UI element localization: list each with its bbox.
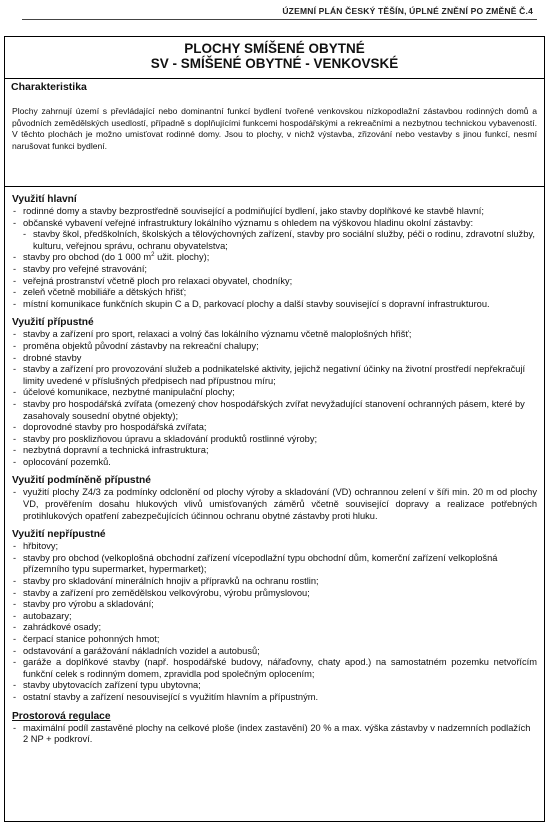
obchod-text: stavby pro obchod (do 1 000 m bbox=[23, 252, 152, 263]
list-item: - stavby pro hospodářská zvířata (omezený chov hospodářských zvířat nevyžadující stanovení ochranných pásem, které by zasahovaly sousední obytné objekty); bbox=[12, 399, 537, 422]
list-item: - stavby pro veřejné stravování; bbox=[12, 264, 537, 276]
section-heading-pripustne: Využití přípustné bbox=[12, 317, 94, 329]
superscript: 2 bbox=[151, 252, 155, 259]
list-item bbox=[12, 218, 537, 253]
header-rule bbox=[22, 19, 537, 20]
list-item: - oplocování pozemků. bbox=[12, 457, 537, 469]
characteristics-text: Plochy zahrnují území s převládající nebo dominantní funkcí bydlení tvořené venkovskou nízkopodlažní zástavbou rodinných domů a původních zemědělských usedlostí, případně s doplňujícími funkcemi hospodářskými a rekreačními a nezbytnou technickou vybaveností. V těchto plochách je možno umisťovat rodinné domy. Jsou to plochy, v nichž výstavba, zřizování nebo vestavby s jinou funkcí, nesmí narušovat funkci bydlení. bbox=[12, 106, 537, 151]
section-heading-nepripustne: Využití nepřípustné bbox=[12, 529, 106, 541]
list-item: - stavby pro skladování minerálních hnojiv a přípravků na ochranu rostlin; bbox=[12, 576, 537, 588]
section-heading-prostorova: Prostorová regulace bbox=[12, 710, 111, 722]
list-item: - účelové komunikace, nezbytné manipulační plochy; bbox=[12, 387, 537, 399]
list-item: - nezbytná dopravní a technická infrastruktura; bbox=[12, 445, 537, 457]
list-item: - ostatní stavby a zařízení nesouvisející s využitím hlavním a přípustným. bbox=[12, 692, 537, 704]
list-item: - čerpací stanice pohonných hmot; bbox=[12, 634, 537, 646]
list-item: - stavby a zařízení pro provozování služeb a podnikatelské aktivity, jejichž negativní účinky na životní prostředí nepřekračují limity uvedené v příslušných předpisech nad přípustnou míru; bbox=[12, 364, 537, 387]
list-item: - doprovodné stavby pro hospodářská zvířata; bbox=[12, 422, 537, 434]
list-item bbox=[12, 252, 537, 264]
regulation-frame bbox=[4, 36, 545, 822]
list-item: - hřbitovy; bbox=[12, 541, 537, 553]
list-item: - stavby a zařízení pro sport, relaxaci a volný čas lokálního významu včetně maloplošných hřišť; bbox=[12, 329, 537, 341]
list-item: - zahrádkové osady; bbox=[12, 622, 537, 634]
list-item: - místní komunikace funkčních skupin C a D, parkovací plochy a další stavby související s dopravní infrastrukturou. bbox=[12, 299, 537, 311]
section-heading-hlavni: Využití hlavní bbox=[12, 194, 77, 205]
list-item: - zeleň včetně mobiliáře a dětských hřišť; bbox=[12, 287, 537, 299]
list-item: - stavby a zařízení pro zemědělskou velkovýrobu, výrobu průmyslovou; bbox=[12, 588, 537, 600]
list-item: - proměna objektů původní zástavby na rekreační chalupy; bbox=[12, 341, 537, 353]
title-box bbox=[5, 37, 544, 79]
list-podminene bbox=[12, 487, 537, 522]
list-prostorova bbox=[12, 723, 537, 746]
page-subtitle: SV - SMÍŠENÉ OBYTNÉ - VENKOVSKÉ bbox=[150, 56, 399, 71]
list-item-text: občanské vybavení veřejné infrastruktury lokálního významu s ohledem na výškovou hladinu okolní zástavby: bbox=[23, 217, 474, 228]
list-item: - garáže a doplňkové stavby (např. hospodářské budovy, nářaďovny, chaty apod.) na samostatném pozemku netvořícím funkční celek s rodinným domem, zpravidla pod společným oplocením; bbox=[12, 657, 537, 680]
list-item: - stavby pro posklizňovou úpravu a skladování produktů rostlinné výroby; bbox=[12, 434, 537, 446]
list-nepripustne bbox=[12, 541, 537, 703]
list-item: - drobné stavby bbox=[12, 353, 537, 365]
regulation-content bbox=[5, 187, 544, 746]
list-hlavni bbox=[12, 206, 537, 310]
document-header: ÚZEMNÍ PLÁN ČESKÝ TĚŠÍN, ÚPLNÉ ZNĚNÍ PO ZMĚNĚ Č.4 bbox=[282, 6, 533, 16]
page-title: PLOCHY SMÍŠENÉ OBYTNÉ bbox=[184, 41, 365, 56]
sub-list bbox=[12, 229, 537, 252]
characteristics-box bbox=[5, 78, 544, 187]
obchod-text-end: užit. plochy); bbox=[154, 252, 210, 263]
list-item: - stavby pro výrobu a skladování; bbox=[12, 599, 537, 611]
list-item: - odstavování a garážování nákladních vozidel a autobusů; bbox=[12, 646, 537, 658]
list-item: - rodinné domy a stavby bezprostředně související a podmiňující bydlení, jako stavby doplňkové ke stavbě hlavní; bbox=[12, 206, 537, 218]
list-item: - maximální podíl zastavěné plochy na celkové ploše (index zastavění) 20 % a max. výška zástavby v nadzemních podlažích 2 NP + podkroví. bbox=[12, 723, 537, 746]
list-pripustne bbox=[12, 329, 537, 468]
list-item: - autobazary; bbox=[12, 611, 537, 623]
characteristics-heading: Charakteristika bbox=[11, 81, 87, 93]
list-item: - stavby pro obchod (velkoplošná obchodní zařízení vícepodlažní typu obchodní dům, komerční zařízení velkoplošná přízemního typu supermarket, hypermarket); bbox=[12, 553, 537, 576]
section-heading-podminene: Využití podmíněně přípustné bbox=[12, 475, 151, 487]
list-item: - stavby ubytovacích zařízení typu ubytovna; bbox=[12, 680, 537, 692]
list-item: - využití plochy Z4/3 za podmínky odclonění od plochy výroby a skladování (VD) ochrannou zelení v šíři min. 20 m od plochy VD, prověřením dosahu hlukových vlivů umisťovaných záměrů včetně související dopravy a realizace potřebných protihlukových opatření zabezpečujících účinnou ochranu obytné zástavby proti hluku. bbox=[12, 487, 537, 522]
sub-list-item: - stavby škol, předškolních, školských a tělovýchovných zařízení, stavby pro sociální služby, péči o rodinu, zdravotní služby, kulturu, veřejnou správu, ochranu obyvatelstva; bbox=[12, 229, 537, 252]
list-item: - veřejná prostranství včetně ploch pro relaxaci obyvatel, chodníky; bbox=[12, 276, 537, 288]
